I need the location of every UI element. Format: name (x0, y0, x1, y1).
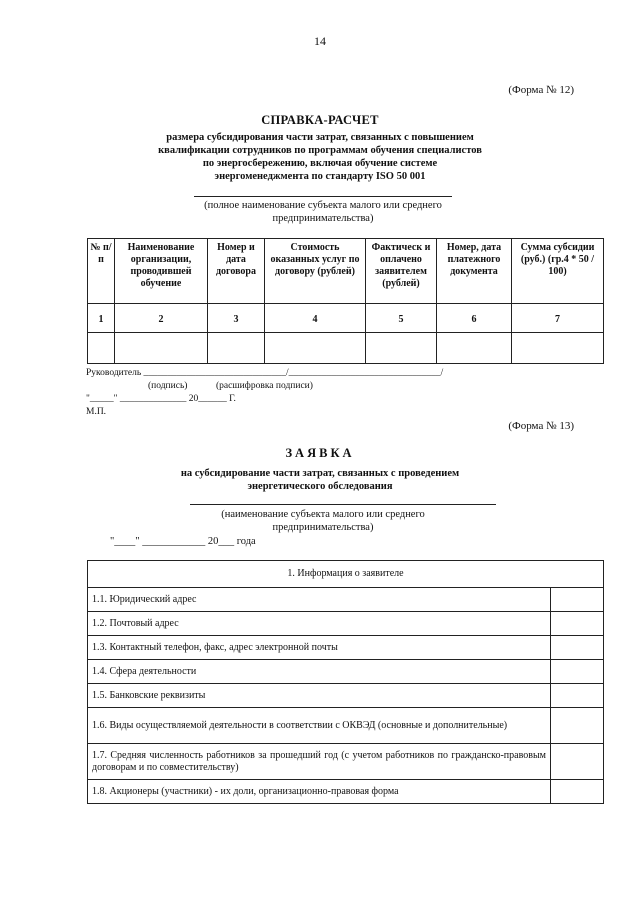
subtitle-line: энергетического обследования (247, 481, 393, 492)
table-cell[interactable] (115, 333, 208, 364)
row-label: 1.1. Юридический адрес (88, 588, 551, 612)
table-row (88, 588, 604, 612)
note-line: предпринимательства) (272, 213, 374, 224)
table-cell[interactable] (366, 333, 437, 364)
value-cell[interactable] (551, 636, 604, 660)
table-row (88, 612, 604, 636)
signature-caption: (подпись) (расшифровка подписи) (148, 381, 313, 391)
note-line: (полное наименование субъекта малого или среднего (204, 200, 442, 211)
form12-entity-note (170, 199, 476, 225)
column-number: 4 (265, 304, 366, 333)
row-label: 1.8. Акционеры (участники) - их доли, организационно-правовая форма (88, 780, 551, 804)
note-line: предпринимательства) (272, 522, 374, 533)
column-number: 2 (115, 304, 208, 333)
table-row (88, 684, 604, 708)
table-row (88, 780, 604, 804)
col-header: № п/п (88, 239, 115, 304)
table-row (88, 636, 604, 660)
subtitle-line: на субсидирование части затрат, связанных с проведением (180, 468, 460, 479)
column-number: 6 (437, 304, 512, 333)
col-header: Фактическ и оплачено заявителем (рублей) (366, 239, 437, 304)
col-header: Номер и дата договора (208, 239, 265, 304)
note-line: (наименование субъекта малого или среднего (221, 509, 425, 520)
table-row (88, 304, 604, 333)
row-label: 1.7. Средняя численность работников за прошедший год (с учетом работников по гражданско-правовым договорам и по совместительству) (88, 744, 551, 780)
table-row (88, 333, 604, 364)
form12-subtitle (130, 131, 510, 183)
column-number: 7 (512, 304, 604, 333)
column-number: 1 (88, 304, 115, 333)
stamp-label: М.П. (86, 407, 107, 417)
value-cell[interactable] (551, 660, 604, 684)
subtitle-line: по энергосбережению, включая обучение системе (202, 158, 438, 169)
applicant-info-table (87, 560, 604, 804)
subtitle-line: размера субсидирования части затрат, связанных с повышением (166, 132, 474, 143)
table-row (88, 660, 604, 684)
form13-date-line: "____" ____________ 20___ года (110, 536, 256, 547)
form13-title: ЗАЯВКА (285, 446, 355, 460)
row-label: 1.6. Виды осуществляемой деятельности в соответствии с ОКВЭД (основные и дополнительные) (88, 708, 551, 744)
table-cell[interactable] (88, 333, 115, 364)
form12-label: (Форма № 12) (508, 84, 574, 96)
col-header: Наименование организации, проводившей обучение (115, 239, 208, 304)
table-row (88, 744, 604, 780)
form13-entity-note (170, 508, 476, 534)
table-cell[interactable] (437, 333, 512, 364)
value-cell[interactable] (551, 684, 604, 708)
value-cell[interactable] (551, 708, 604, 744)
col-header: Номер, дата платежного документа (437, 239, 512, 304)
value-cell[interactable] (551, 612, 604, 636)
page-number: 14 (314, 34, 326, 48)
col-header: Стоимость оказанных услуг по договору (рублей) (265, 239, 366, 304)
column-number: 5 (366, 304, 437, 333)
calculation-table (87, 238, 604, 364)
form13-label: (Форма № 13) (508, 420, 574, 432)
subtitle-line: квалификации сотрудников по программам обучения специалистов (158, 145, 482, 156)
row-label: 1.3. Контактный телефон, факс, адрес электронной почты (88, 636, 551, 660)
entity-name-line (190, 504, 496, 505)
row-label: 1.2. Почтовый адрес (88, 612, 551, 636)
form13-subtitle (130, 467, 510, 493)
subtitle-line: энергоменеджмента по стандарту ISO 50 001 (214, 171, 426, 182)
col-header: Сумма субсидии (руб.) (гр.4 * 50 / 100) (512, 239, 604, 304)
value-cell[interactable] (551, 588, 604, 612)
column-number: 3 (208, 304, 265, 333)
entity-name-line (194, 196, 452, 197)
form12-title: СПРАВКА-РАСЧЕТ (261, 113, 379, 127)
row-label: 1.4. Сфера деятельности (88, 660, 551, 684)
table-header-row (88, 561, 604, 588)
table-row (88, 708, 604, 744)
signature-line: Руководитель ______________________________/________________________________/ (86, 368, 444, 378)
signature-date-line: "_____" ______________ 20______ Г. (86, 394, 236, 404)
value-cell[interactable] (551, 744, 604, 780)
applicant-info-header: 1. Информация о заявителе (88, 561, 604, 588)
table-cell[interactable] (208, 333, 265, 364)
value-cell[interactable] (551, 780, 604, 804)
table-header-row (88, 239, 604, 304)
table-cell[interactable] (512, 333, 604, 364)
table-cell[interactable] (265, 333, 366, 364)
row-label: 1.5. Банковские реквизиты (88, 684, 551, 708)
